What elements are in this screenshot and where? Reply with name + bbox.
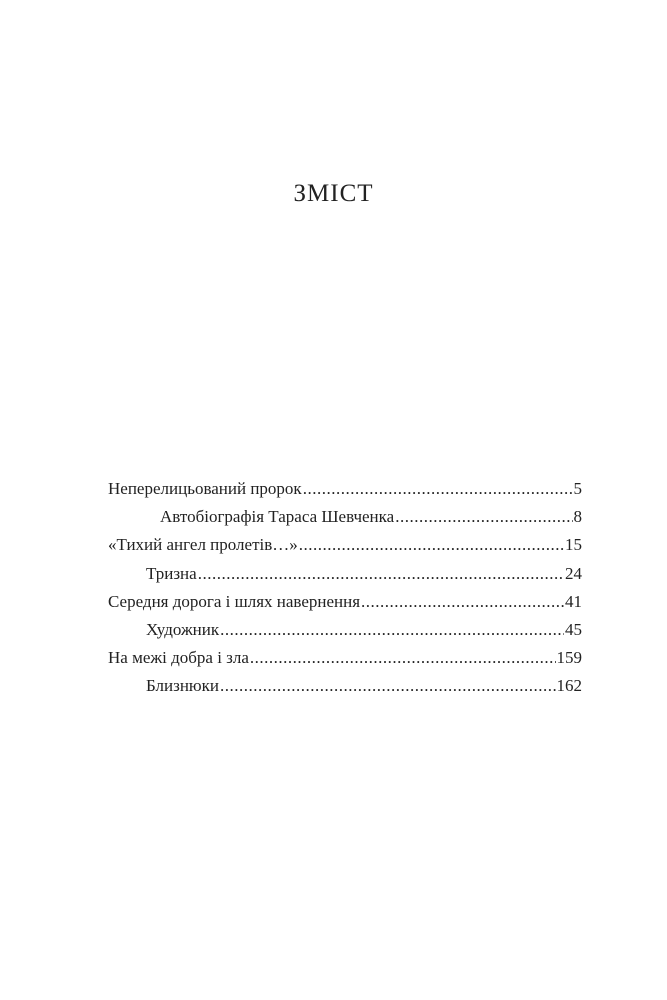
- dot-leader: [220, 671, 556, 701]
- toc-entry: [146, 559, 582, 589]
- toc-entry-page: 162: [556, 676, 582, 695]
- toc-entry-title: «Тихий ангел пролетів…»: [108, 535, 298, 554]
- toc-entry-page: 24: [565, 564, 582, 583]
- toc-entry-page: 8: [573, 507, 582, 526]
- dot-leader: [299, 530, 564, 560]
- toc-entry: [108, 474, 582, 504]
- toc-entry-page: 41: [565, 592, 582, 611]
- toc-entry-page: 45: [565, 620, 582, 639]
- dot-leader: [395, 502, 572, 532]
- dot-leader: [220, 615, 564, 645]
- toc-entry: [160, 502, 582, 532]
- toc-entry-page: 15: [565, 535, 582, 554]
- toc-entry-page: 5: [573, 479, 582, 498]
- dot-leader: [250, 643, 556, 673]
- toc-entry-title: Художник: [146, 620, 220, 639]
- toc-entry-title: На межі добра і зла: [108, 648, 249, 667]
- toc-entry-title: Неперелицьований пророк: [108, 479, 302, 498]
- dot-leader: [198, 559, 564, 589]
- toc-entry: [146, 671, 582, 701]
- toc-entry-title: Тризна: [146, 564, 197, 583]
- dot-leader: [361, 587, 564, 617]
- toc-entry: [146, 615, 582, 645]
- toc-entry-title: Автобіографія Тараса Шевченка: [160, 507, 395, 526]
- toc-entry-title: Близнюки: [146, 676, 219, 695]
- dot-leader: [303, 474, 573, 504]
- toc-entry-title: Середня дорога і шлях навернення: [108, 592, 361, 611]
- toc-entry: [108, 530, 582, 560]
- toc-entry: [108, 587, 582, 617]
- toc-entry-page: 159: [556, 648, 582, 667]
- toc-heading: ЗМІСТ: [293, 180, 374, 207]
- toc-entry: [108, 643, 582, 673]
